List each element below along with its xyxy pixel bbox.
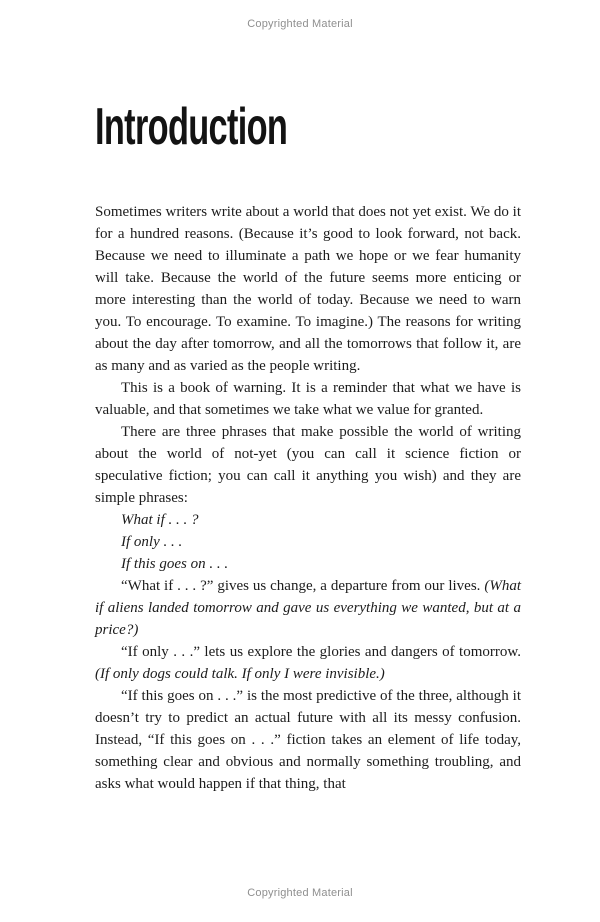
copyright-notice-top: Copyrighted Material bbox=[247, 18, 353, 30]
phrase-text: What if . . . ? bbox=[121, 512, 199, 528]
phrase-line bbox=[95, 509, 521, 531]
paragraph-text: “If only . . .” lets us explore the glories and dangers of tomorrow. bbox=[121, 644, 521, 660]
page-body bbox=[95, 201, 521, 795]
phrase-line bbox=[95, 553, 521, 575]
phrase-text: If only . . . bbox=[121, 534, 183, 550]
paragraph-text: This is a book of warning. It is a reminder that what we have is valuable, and that sometimes we take what we value for granted. bbox=[95, 380, 521, 418]
phrase-text: If this goes on . . . bbox=[121, 556, 229, 572]
paragraph bbox=[95, 201, 521, 377]
phrase-line bbox=[95, 531, 521, 553]
paragraph bbox=[95, 685, 521, 795]
paragraph-text-italic: (What if aliens landed tomorrow and gave us everything we wanted, but at a price?) bbox=[95, 578, 521, 638]
paragraph bbox=[95, 377, 521, 421]
copyright-notice-bottom: Copyrighted Material bbox=[247, 887, 353, 899]
paragraph bbox=[95, 641, 521, 685]
paragraph bbox=[95, 421, 521, 509]
paragraph-text: “What if . . . ?” gives us change, a departure from our lives. bbox=[121, 578, 485, 594]
paragraph-text: Sometimes writers write about a world that does not yet exist. We do it for a hundred reasons. (Because it’s good to look forward, not back. Because we need to illuminate a path we hope or we fear humanity will take. Because the world of the future seems more enticing or more interesting than the world of today. Because we need to warn you. To encourage. To examine. To imagine.) The reasons for writing about the day after tomorrow, and all the tomorrows that follow it, are as many and as varied as the people writing. bbox=[95, 204, 521, 374]
paragraph-text-italic: (If only dogs could talk. If only I were invisible.) bbox=[95, 666, 385, 682]
chapter-title: Introduction bbox=[95, 98, 288, 156]
paragraph bbox=[95, 575, 521, 641]
paragraph-text: “If this goes on . . .” is the most predictive of the three, although it doesn’t try to predict an actual future with all its messy confusion. Instead, “If this goes on . . .” fiction takes an element of life today, something clear and obvious and normally something troubling, and asks what would happen if that thing, that bbox=[95, 688, 521, 792]
paragraph-text: There are three phrases that make possible the world of writing about the world of not-yet (you can call it science fiction or speculative fiction; you can call it anything you wish) and they are simple phrases: bbox=[95, 424, 521, 506]
